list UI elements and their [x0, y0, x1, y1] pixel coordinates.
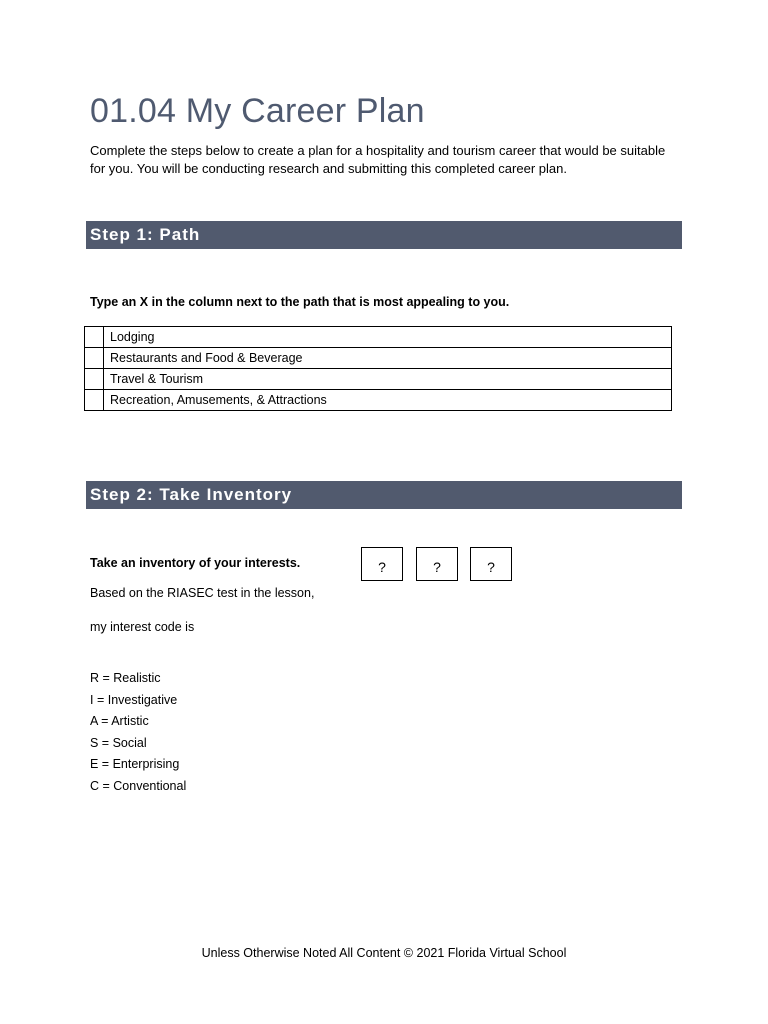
path-mark-cell[interactable] — [85, 390, 104, 411]
interest-code-box-1[interactable]: ? — [361, 547, 403, 581]
inventory-heading: Take an inventory of your interests. — [90, 556, 301, 570]
riasec-legend — [90, 668, 186, 798]
step1-instruction: Type an X in the column next to the path that is most appealing to you. — [90, 295, 510, 309]
list-item: E = Enterprising — [90, 757, 180, 772]
list-item: S = Social — [90, 735, 147, 750]
inventory-text-line1: Based on the RIASEC test in the lesson, — [90, 586, 315, 600]
list-item: C = Conventional — [90, 778, 187, 793]
path-label: Recreation, Amusements, & Attractions — [104, 390, 672, 411]
list-item: R = Realistic — [90, 671, 161, 685]
table-row — [85, 390, 672, 411]
step1-heading: Step 1: Path — [86, 221, 682, 249]
path-label: Travel & Tourism — [104, 369, 672, 390]
table-row — [85, 369, 672, 390]
intro-paragraph: Complete the steps below to create a plan for a hospitality and tourism career that would be suitable for you. You will be conducting research and submitting this completed career plan. — [90, 143, 666, 176]
path-mark-cell[interactable] — [85, 369, 104, 390]
inventory-text-line2: my interest code is — [90, 620, 195, 634]
path-mark-cell[interactable] — [85, 348, 104, 369]
path-table — [84, 326, 672, 411]
list-item: A = Artistic — [90, 714, 149, 729]
path-label: Restaurants and Food & Beverage — [104, 348, 672, 369]
interest-code-box-3[interactable]: ? — [470, 547, 512, 581]
path-mark-cell[interactable] — [85, 327, 104, 348]
step2-heading: Step 2: Take Inventory — [86, 481, 682, 509]
copyright-footer: Unless Otherwise Noted All Content © 2021 Florida Virtual School — [201, 946, 567, 960]
table-row — [85, 348, 672, 369]
table-row — [85, 327, 672, 348]
page-title: 01.04 My Career Plan — [90, 92, 425, 130]
path-label: Lodging — [104, 327, 672, 348]
interest-code-box-2[interactable]: ? — [416, 547, 458, 581]
list-item: I = Investigative — [90, 692, 178, 707]
